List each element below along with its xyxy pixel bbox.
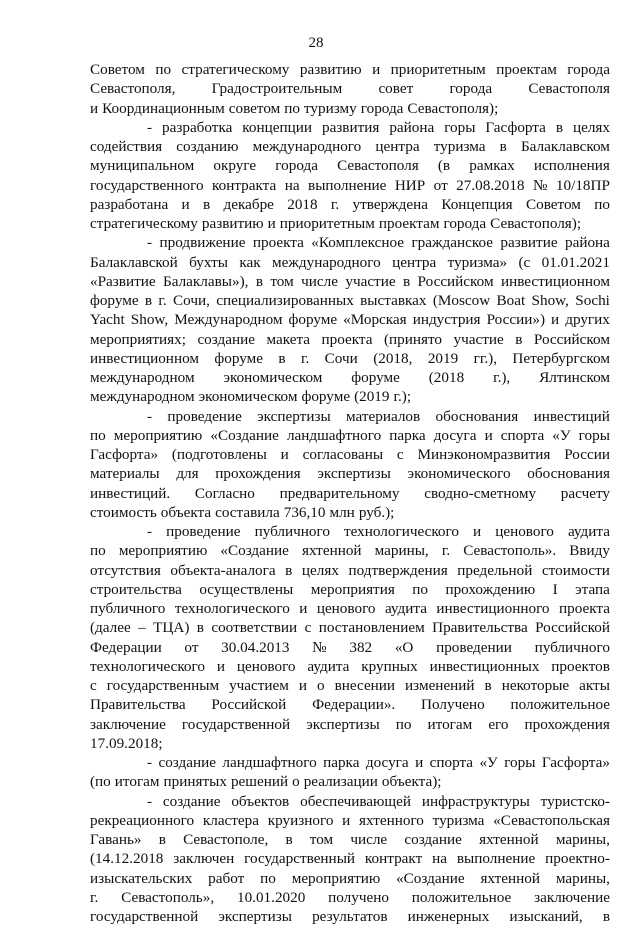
text-line: - разработка концепции развития района горы Гасфорта в целях (147, 118, 610, 136)
text-line: (далее – ТЦА) в соответствии с постановлением Правительства Российской (90, 619, 610, 637)
text-line: - проведение публичного технологического и ценового аудита (147, 523, 610, 540)
text-line: по мероприятию «Создание ландшафтного парка досуга и спорта «У горы (90, 426, 610, 444)
text-line: Федерации от 30.04.2013 № 382 «О проведении публичного (90, 638, 610, 656)
text-line: (14.12.2018 заключен государственный контракт на выполнение проектно- (90, 850, 610, 868)
text-line: инвестиций. Согласно предварительному сводно-сметному расчету (90, 484, 610, 502)
text-line: строительства осуществлены мероприятия по прохождению I этапа (90, 580, 610, 598)
text-line: «Развитие Балаклавы»), в том числе участие в Российском инвестиционном (90, 272, 610, 290)
text-line: Гасфорта» (подготовлены и согласованы с Минэкономразвития России (90, 446, 610, 463)
text-line: разработана и в декабре 2018 г. утверждена Концепция Советом по (90, 195, 610, 213)
text-line: государственного контракта на выполнение НИР от 27.08.2018 № 10/18ПР (90, 176, 610, 194)
text-line: международном экономическом форуме (2018 г.), Ялтинском (90, 369, 610, 386)
text-line: отсутствия объекта-аналога в целях подтверждения предельной стоимости (90, 561, 610, 579)
text-line: Yacht Show, Международном форуме «Морская индустрия России») и других (90, 311, 610, 329)
text-line: по мероприятию «Создание яхтенной марины, г. Севастополь». Ввиду (90, 542, 610, 560)
text-line: Гавань» в Севастополе, в том числе создание яхтенной марины, (90, 831, 610, 848)
text-line: - продвижение проекта «Комплексное гражданское развитие района (147, 234, 610, 252)
text-line: рекреационного кластера круизного и яхтенного туризма «Севастопольская (90, 811, 610, 829)
text-line: Севастополя, Градостроительным совет города Севастополя (90, 80, 610, 98)
text-line: инвестиционном форуме в г. Сочи (2018, 2019 гг.), Петербургском (90, 349, 610, 367)
text-line: технологического и ценового аудита крупных инвестиционных проектов (90, 657, 610, 675)
text-line: и Координационным советом по туризму города Севастополя); (90, 99, 499, 117)
text-line: международном экономическом форуме (2019 г.); (90, 388, 412, 406)
text-line: с государственным участием и о внесении изменений в некоторые акты (90, 677, 610, 694)
text-line: форуме в г. Сочи, специализированных выставках (Moscow Boat Show, Sochi (90, 292, 610, 309)
text-line: содействия созданию международного центра туризма в Балаклавском (90, 138, 610, 155)
text-line: государственной экспертизы результатов инженерных изысканий, в (90, 908, 610, 925)
document-body (90, 60, 610, 926)
text-line: - создание объектов обеспечивающей инфраструктуры туристско- (147, 792, 610, 810)
page-number: 28 (308, 35, 324, 51)
text-line: публичного технологического и ценового аудита инвестиционного проекта (90, 600, 610, 617)
text-line: (по итогам принятых решений о реализации объекта); (90, 773, 442, 791)
text-line: изыскательских работ по мероприятию «Создание яхтенной марины, (90, 869, 610, 887)
text-line: 17.09.2018; (90, 734, 163, 752)
text-line: Правительства Российской Федерации». Получено положительное (90, 696, 610, 714)
text-line: Балаклавской бухты как международного центра туризма» (с 01.01.2021 (90, 253, 610, 271)
text-line: г. Севастополь», 10.01.2020 получено положительное заключение (90, 888, 610, 906)
text-line: - проведение экспертизы материалов обоснования инвестиций (147, 407, 610, 425)
text-line: муниципальном округе города Севастополя (в рамках исполнения (90, 157, 610, 175)
text-line: мероприятиях; создание макета проекта (принято участие в Российском (90, 330, 610, 348)
text-line: материалы для прохождения экспертизы экономического обоснования (90, 465, 610, 483)
text-line: заключение государственной экспертизы по итогам его прохождения (90, 715, 610, 733)
text-line: - создание ландшафтного парка досуга и спорта «У горы Гасфорта» (147, 754, 610, 771)
text-line: стоимость объекта составила 736,10 млн руб.); (90, 503, 395, 521)
text-line: Советом по стратегическому развитию и приоритетным проектам города (90, 61, 610, 78)
text-line: стратегическому развитию и приоритетным проектам города Севастополя); (90, 215, 582, 232)
